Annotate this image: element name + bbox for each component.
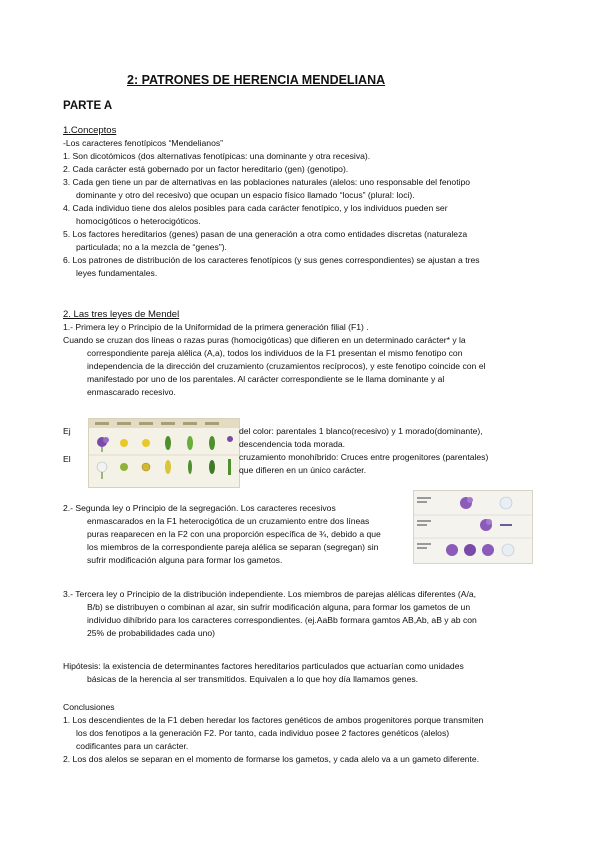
conceptos-heading: 1.Conceptos xyxy=(63,125,117,136)
purple-flower-icon xyxy=(446,544,458,556)
el-line: cruzamiento monohíbrido: Cruces entre progenitores (parentales) xyxy=(239,452,489,462)
yellow-pod-icon xyxy=(165,460,171,474)
segregation-figure xyxy=(413,490,533,564)
white-flower-icon xyxy=(97,462,107,472)
ej-label: Ej xyxy=(63,426,71,436)
mendel-traits-figure xyxy=(88,418,240,488)
wrinkled-seed-icon xyxy=(142,463,150,471)
conceptos-block xyxy=(63,124,480,280)
f2-flowers xyxy=(446,544,514,556)
purple-flower-icon xyxy=(464,544,476,556)
conclusion-line: codificantes para un carácter. xyxy=(76,741,189,751)
pod-icon xyxy=(209,436,215,450)
stem-icon xyxy=(228,459,231,475)
white-flower-icon xyxy=(500,497,512,509)
ley3-block xyxy=(63,588,477,640)
ley3-line: B/b) se distribuyen o combinan al azar, sin sufrir modificación alguna, para formar los gametos de un xyxy=(87,602,471,612)
f1-flowers xyxy=(480,519,512,531)
conclusion-line: 1. Los descendientes de la F1 deben heredar los factores genéticos de ambos progenitores porque transmiten xyxy=(63,715,484,725)
inflated-pod-icon xyxy=(187,436,193,450)
ley1-line: correspondiente pareja alélica (A,a), todos los individuos de la F1 presentan el mismo fenotipo con xyxy=(87,348,463,358)
parental-flowers xyxy=(460,497,512,509)
hipotesis-block xyxy=(63,660,464,686)
conclusion-line: los dos fenotipos a la generación F2. Por tanto, cada individuo posee 2 factores genéticos (alelos) xyxy=(76,728,450,738)
leyes-block xyxy=(63,308,485,399)
ley2-line: sufrir modificación alguna para formar los gametos. xyxy=(87,555,283,565)
ley2-line: los miembros de la correspondiente pareja alélica se separan (segregan) sin xyxy=(87,542,379,552)
el-label: El xyxy=(63,454,71,464)
white-flower-icon xyxy=(502,544,514,556)
constricted-pod-icon xyxy=(188,460,192,474)
section-parte-a: PARTE A xyxy=(63,100,113,112)
ley1-line: enmascarado recesivo. xyxy=(87,387,176,397)
ley2-block xyxy=(63,502,381,567)
ley3-line: 3.- Tercera ley o Principio de la distribución independiente. Los miembros de parejas alélicas diferentes (A/a, xyxy=(63,589,477,599)
conclusiones-block xyxy=(63,701,483,766)
ley2-line: enmascarados en la F1 heterocigótica de un cruzamiento entre dos líneas xyxy=(87,516,370,526)
ley2-line: puras reaparecen en la F2 con una proporción específica de ¾, debido a que xyxy=(87,529,381,539)
ej-line: del color: parentales 1 blanco(recesivo) y 1 morado(dominante), xyxy=(239,426,483,436)
purple-flower-icon xyxy=(482,544,494,556)
ley1-title: 1.- Primera ley o Principio de la Uniformidad de la primera generación filial (F1) . xyxy=(63,322,369,332)
conclusion-line: 2. Los dos alelos se separan en el momento de formarse los gametos, y cada alelo va a un gameto diferente. xyxy=(63,754,480,764)
list-item: particulada; no a la mezcla de “genes”). xyxy=(76,242,227,252)
leyes-heading: 2. Las tres leyes de Mendel xyxy=(63,309,180,320)
list-item: dominante y otro del recesivo) que ocupan un espacio físico llamado “locus” (plural: loci). xyxy=(76,190,415,200)
list-item: 4. Cada individuo tiene dos alelos posibles para cada carácter fenotípico, y los individuos pueden ser xyxy=(63,203,448,213)
ley1-line: Cuando se cruzan dos líneas o razas puras (homocigóticas) que difieren en un determinado carácter* y la xyxy=(63,335,466,345)
conceptos-subtitle: -Los caracteres fenotípicos “Mendelianos” xyxy=(63,138,224,148)
figure-row-dominant xyxy=(97,436,233,450)
green-pod-icon xyxy=(165,436,171,450)
ley1-line: manifestado por uno de los parentales. Al carácter correspondiente se le llama dominante y al xyxy=(87,374,445,384)
ley3-line: 25% de probabilidades cada uno) xyxy=(87,628,216,638)
hipotesis-line: básicas de la herencia al ser transmitidos. Equivalen a lo que hoy día llamamos genes. xyxy=(87,674,419,684)
pea-traits-illustration xyxy=(89,419,239,487)
list-item: 6. Los patrones de distribución de los caracteres fenotípicos (y sus genes correspondientes) se ajustan a tres xyxy=(63,255,480,265)
list-item: 3. Cada gen tiene un par de alternativas en las poblaciones naturales (alelos: uno responsable del fenotipo xyxy=(63,177,471,187)
yellow-seed-icon xyxy=(120,439,128,447)
conclusiones-heading: Conclusiones xyxy=(63,702,115,712)
ley3-line: individuo dihíbrido para los caracteres correspondientes. (ej.AaBb formara gamtos AB,Ab, aB y ab con xyxy=(87,615,477,625)
list-item: homocigóticos o heterocigóticos. xyxy=(76,216,201,226)
ley2-line: 2.- Segunda ley o Principio de la segregación. Los caracteres recesivos xyxy=(63,503,336,513)
list-item: 5. Los factores hereditarios (genes) pasan de una generación a otra como entidades discretas (naturaleza xyxy=(63,229,468,239)
segregation-illustration xyxy=(414,491,532,563)
ley1-line: independencia de la dirección del cruzamiento (cruzamientos recíprocos), y este fenotipo coincide con el xyxy=(87,361,486,371)
document-title: 2: PATRONES DE HERENCIA MENDELIANA xyxy=(127,73,386,87)
list-item: leyes fundamentales. xyxy=(76,268,158,278)
list-item: 2. Cada carácter está gobernado por un factor hereditario (gen) (genotipo). xyxy=(63,164,349,174)
el-line: que difieren en un único carácter. xyxy=(239,465,367,475)
figure-row-recessive xyxy=(97,459,231,475)
ej-line: descendencia toda morada. xyxy=(239,439,346,449)
round-seed-icon xyxy=(142,439,150,447)
green-seed-icon xyxy=(120,463,128,471)
hipotesis-line: Hipótesis: la existencia de determinantes factores hereditarios particulados que actuarían como unidades xyxy=(63,661,464,671)
ej-description xyxy=(239,425,488,477)
list-item: 1. Son dicotómicos (dos alternativas fenotípicas: una dominante y otra recesiva). xyxy=(63,151,371,161)
